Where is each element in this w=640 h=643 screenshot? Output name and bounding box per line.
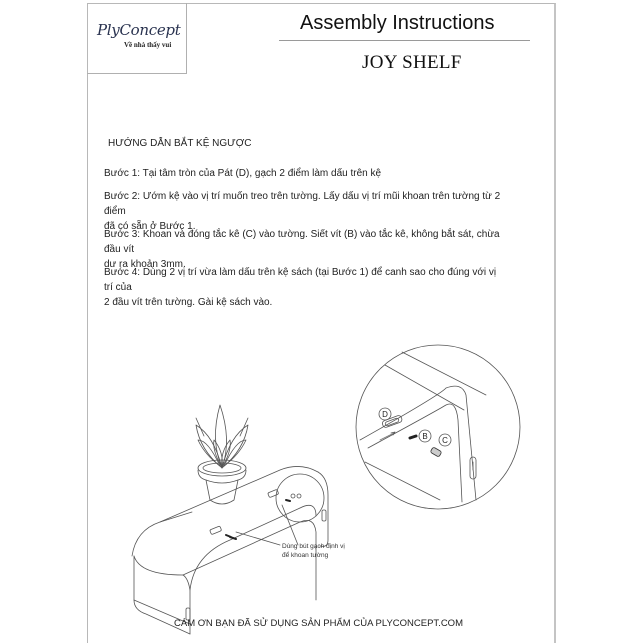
brand-tagline: Về nhà thấy vui	[124, 41, 172, 49]
drill-callout	[282, 542, 345, 560]
label-screw-b: B	[422, 432, 428, 441]
step-text: Bước 1: Tại tâm tròn của Pát (D), gạch 2 điểm làm dấu trên kệ	[104, 168, 382, 179]
step-text-cont: dư ra khoản 3mm.	[104, 259, 186, 270]
section-heading: HƯỚNG DẪN BẮT KỆ NGƯỢC	[108, 138, 252, 149]
product-name: JOY SHELF	[362, 52, 462, 73]
step-text: Bước 3: Khoan và đóng tắc kê (C) vào tường. Siết vít (B) vào tắc kê, không bắt sát, chừa đầu vít	[104, 229, 500, 255]
detail-circle-drawing	[356, 345, 520, 509]
step-text: Bước 2: Ướm kệ vào vị trí muốn treo trên tường. Lấy dấu vị trí mũi khoan trên tường từ 2 điểm	[104, 191, 501, 217]
document-title: Assembly Instructions	[300, 12, 495, 34]
label-anchor-c: C	[442, 436, 448, 445]
callout-line-2: để khoan tường	[282, 552, 329, 559]
callout-line-1: Dùng bút gạch định vị	[282, 543, 345, 550]
step-text: Bước 4: Dùng 2 vị trí vừa làm dấu trên kệ sách (tại Bước 1) để canh sao cho đúng với vị trí của	[104, 267, 497, 293]
step-text-cont: 2 đầu vít trên tường. Gài kệ sách vào.	[104, 297, 273, 308]
brand-logo: PlyConcept	[97, 21, 181, 39]
step-text-cont: đã có sẵn ở Bước 1.	[104, 221, 196, 232]
label-bracket-d: D	[382, 410, 388, 419]
footer-thanks: CÁM ƠN BẠN ĐÃ SỬ DỤNG SẢN PHẨM CỦA PLYCONCEPT.COM	[174, 618, 463, 629]
plant-drawing	[196, 405, 248, 468]
